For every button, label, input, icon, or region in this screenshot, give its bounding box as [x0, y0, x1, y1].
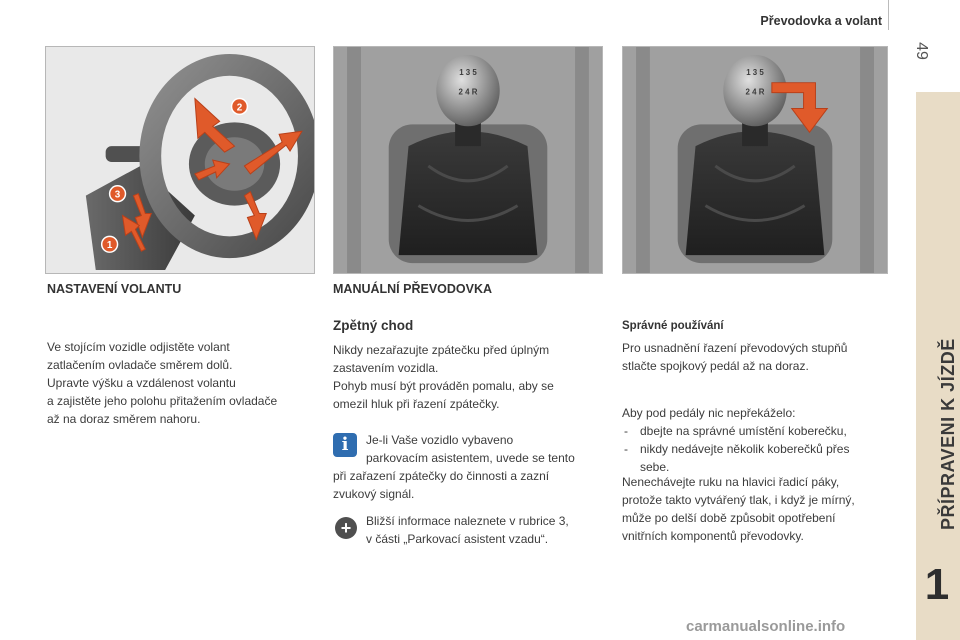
text-line: stlačte spojkový pedál až na doraz.	[622, 359, 809, 373]
text-line: Ve stojícím vozidle odjistěte volant	[47, 340, 230, 354]
list-item	[622, 422, 897, 440]
text-line: Nenechávejte ruku na hlavici řadicí páky,	[622, 475, 840, 489]
text-line: při zařazení zpátečky do činnosti a zazní	[333, 469, 550, 483]
page-number: 49	[912, 42, 930, 60]
callout-1: 1	[106, 240, 113, 252]
gear-pattern-top-2: 1 3 5	[746, 67, 764, 77]
info-icon: i	[333, 433, 357, 457]
floor-mat-list	[622, 422, 897, 476]
callout-3: 3	[114, 189, 121, 201]
text-line: Upravte výšku a vzdálenost volantu	[47, 376, 236, 390]
gear-pattern-bottom-2: 2 4 R	[745, 87, 765, 97]
header-title: Převodovka a volant	[760, 14, 882, 28]
text-line: Bližší informace naleznete v rubrice 3,	[366, 514, 569, 528]
list-item-text: nikdy nedávejte několik koberečků přes	[640, 442, 850, 456]
list-item-text: sebe.	[640, 460, 670, 474]
info-note-text	[333, 467, 608, 503]
text-line: Pohyb musí být prováděn pomalu, aby se	[333, 379, 554, 393]
text-line: omezil hluk při řazení zpátečky.	[333, 397, 500, 411]
watermark: carmanualsonline.info	[686, 618, 846, 635]
text-line: zastavením vozidla.	[333, 361, 439, 375]
gear-pattern-bottom: 2 4 R	[458, 87, 478, 97]
more-info-text	[366, 512, 606, 548]
chapter-sidebar	[916, 92, 960, 640]
gear-knob-illustration	[334, 47, 602, 273]
reverse-text	[333, 341, 603, 413]
steering-instructions	[47, 338, 322, 428]
text-line: a zajistěte jeho polohu přitažením ovladače	[47, 394, 278, 408]
gear-reverse-illustration	[623, 47, 887, 273]
plus-icon: +	[335, 517, 357, 539]
text-line: může po delší době způsobit opotřebení	[622, 511, 836, 525]
callout-2: 2	[236, 102, 243, 114]
steering-wheel-image	[45, 46, 315, 274]
text-line: v části „Parkovací asistent vzadu“.	[366, 532, 549, 546]
text-line: Nikdy nezařazujte zpátečku před úplným	[333, 343, 550, 357]
text-line: vnitřních komponentů převodovky.	[622, 529, 804, 543]
header-divider	[888, 0, 889, 30]
info-note-line	[366, 431, 606, 467]
gear-knob-image	[333, 46, 603, 274]
text-line: zvukový signál.	[333, 487, 415, 501]
usage-paragraph-1	[622, 339, 897, 375]
gear-reverse-image	[622, 46, 888, 274]
list-item	[622, 440, 897, 476]
text-line: Pro usnadnění řazení převodových stupňů	[622, 341, 848, 355]
chapter-title: PŘÍPRAVENI K JÍZDĚ	[938, 338, 958, 530]
steering-wheel-illustration	[46, 47, 314, 273]
text-line: protože takto vytvářený tlak, i když je mírný,	[622, 493, 855, 507]
text-line: až na doraz směrem nahoru.	[47, 412, 201, 426]
gearbox-heading: MANUÁLNÍ PŘEVODOVKA	[333, 282, 493, 296]
text-line: zatlačením ovladače směrem dolů.	[47, 358, 233, 372]
text-line: parkovacím asistentem, uvede se tento	[366, 451, 575, 465]
text-line: Je-li Vaše vozidlo vybaveno	[366, 433, 514, 447]
usage-paragraph-2	[622, 473, 902, 545]
chapter-number: 1	[924, 560, 950, 609]
steering-heading: NASTAVENÍ VOLANTU	[47, 282, 182, 296]
usage-list-block	[622, 404, 897, 476]
list-item-text: dbejte na správné umístění koberečku,	[640, 424, 847, 438]
gear-pattern-top: 1 3 5	[459, 67, 477, 77]
reverse-heading: Zpětný chod	[333, 318, 414, 333]
usage-heading: Správné používání	[622, 320, 724, 332]
list-intro: Aby pod pedály nic nepřekáželo:	[622, 406, 796, 420]
